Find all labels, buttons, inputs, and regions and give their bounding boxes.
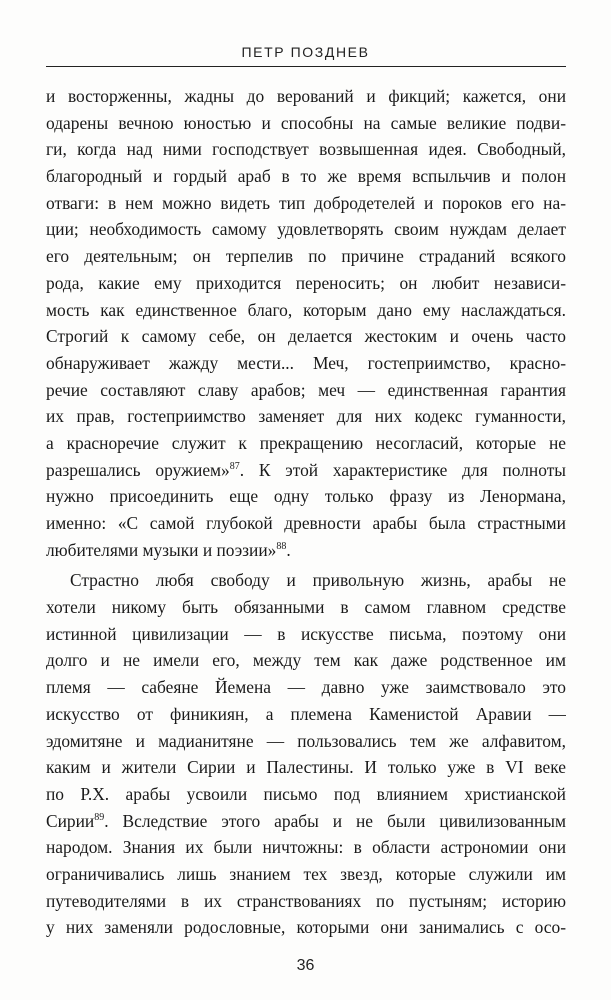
text-line: Страстно любя свободу и привольную жизнь, арабы не (70, 570, 566, 591)
text-line (46, 457, 566, 484)
text-line: у них заменяли родословные, которыми они занимались с осо- (46, 917, 566, 938)
text-line: народом. Знания их были ничтожны: в области астрономии они (46, 837, 566, 858)
text-line: и восторженны, жадны до верований и фикций; кажется, они (46, 86, 566, 106)
text-line: мость как единственное благо, которым дано ему наслаждаться. (46, 299, 566, 320)
text-line: Строгий к самому себе, он делается жестоким и очень часто (46, 326, 566, 347)
text-line: хотели никому быть обязанными в самом главном средстве (46, 597, 566, 618)
text-line (46, 537, 566, 564)
text-line: ции; необходимость самому удовлетворять своим нуждам делает (46, 219, 566, 240)
text-line: а красноречие служит к прекращению несогласий, которые не (46, 432, 566, 453)
text-line: нужно присоединить еще одну только фразу из Ленормана, (46, 486, 566, 507)
text-fragment: любителями музыки и поэзии» (46, 539, 277, 560)
text-line: их прав, гостеприимство заменяет для них кодекс гуманности, (46, 406, 566, 427)
text-line: одарены вечною юностью и способны на самые великие подви- (46, 112, 566, 133)
text-line: путеводителями в их странствованиях по пустыням; историю (46, 890, 566, 911)
running-head: ПЕТР ПОЗДНЕВ (241, 44, 370, 60)
text-fragment: . Вследствие этого арабы и не были цивилизованным (104, 810, 566, 831)
text-fragment: Сирии (46, 810, 95, 831)
text-line: племя — сабеяне Йемена — давно уже заимствовало это (46, 677, 566, 698)
text-line: ги, когда над ними господствует возвышенная идея. Свободный, (46, 139, 566, 160)
footnote-marker-89: 89 (94, 811, 105, 823)
text-line: его деятельным; он терпелив по причине страданий всякого (46, 246, 566, 267)
header-rule (46, 66, 566, 67)
text-line: истинной цивилизации — в искусстве письма, поэтому они (46, 623, 566, 644)
text-line: благородный и гордый араб в то же время вспыльчив и полон (46, 166, 566, 187)
text-line: рода, какие ему приходится переносить; он любит независи- (46, 272, 566, 293)
page-number: 36 (296, 957, 315, 974)
text-line (46, 808, 566, 835)
footnote-marker-88: 88 (276, 540, 287, 552)
text-line: ограничивались лишь знанием тех звезд, которые служили им (46, 863, 566, 884)
text-fragment: . К этой характеристике для полноты (239, 459, 566, 480)
text-fragment: разрешались оружием» (46, 459, 230, 480)
text-fragment: . (286, 539, 291, 560)
text-line: именно: «С самой глубокой древности арабы была страстными (46, 513, 566, 533)
text-line: речие составляют славу арабов; меч — единственная гарантия (46, 379, 566, 400)
text-line: обнаруживает жажду мести... Меч, гостеприимство, красно- (46, 352, 566, 373)
text-line: каким и жители Сирии и Палестины. И только уже в VI веке (46, 757, 566, 778)
body-text (46, 83, 566, 941)
text-line: по Р.Х. арабы усвоили письмо под влиянием христианской (46, 783, 566, 804)
text-line: эдомитяне и мадианитяне — пользовались тем же алфавитом, (46, 730, 566, 751)
text-line: долго и не имели его, между тем как даже родственное им (46, 650, 566, 671)
footnote-marker-87: 87 (229, 460, 240, 472)
text-line: отваги: в нем можно видеть тип добродетелей и пороков его на- (46, 192, 566, 213)
text-line: искусство от финикиян, а племена Каменистой Аравии — (46, 703, 566, 724)
